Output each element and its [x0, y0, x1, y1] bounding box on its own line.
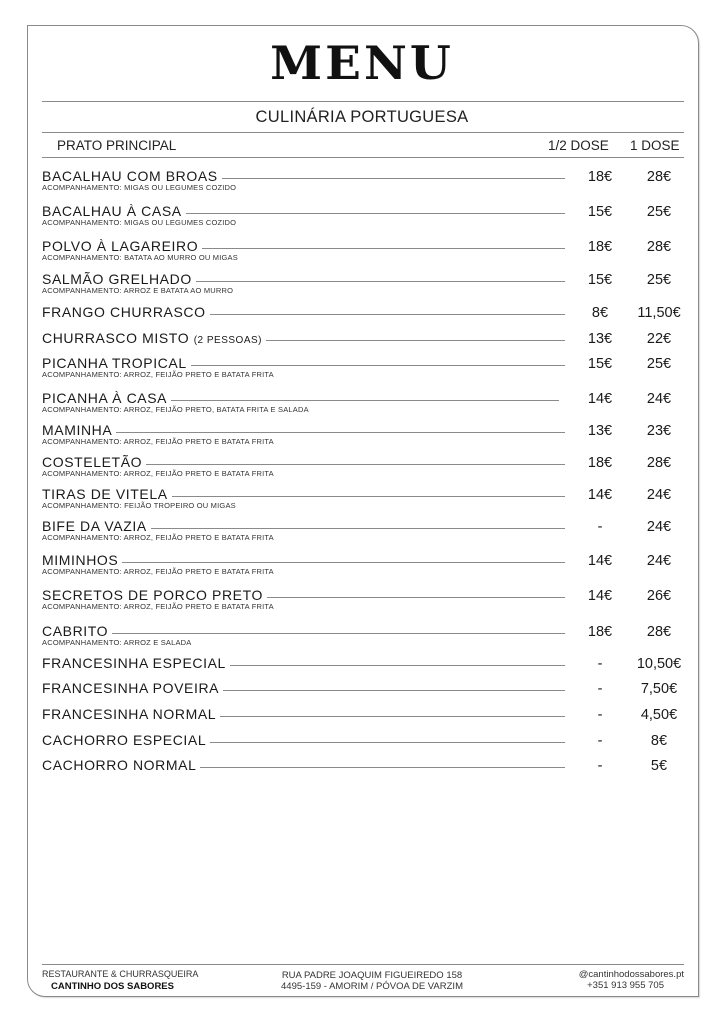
column-half-dose: 1/2 DOSE — [548, 138, 609, 153]
price-half: 18€ — [587, 169, 613, 185]
phone-number: +351 913 955 705 — [587, 980, 664, 991]
item-name: COSTELETÃO — [42, 454, 146, 470]
item-side: ACOMPANHAMENTO: ARROZ, FEIJÃO PRETO, BATATA FRITA E SALADA — [42, 405, 309, 414]
menu-item — [42, 680, 687, 698]
price-full: 4,50€ — [640, 707, 678, 723]
item-side: ACOMPANHAMENTO: FEIJÃO TROPEIRO OU MIGAS — [42, 501, 236, 510]
price-full: 24€ — [646, 519, 672, 535]
price-full: 8€ — [650, 733, 668, 749]
price-half: 15€ — [587, 204, 613, 220]
divider — [42, 101, 684, 102]
price-full: 28€ — [646, 169, 672, 185]
item-side: ACOMPANHAMENTO: ARROZ, FEIJÃO PRETO E BATATA FRITA — [42, 602, 274, 611]
price-full: 24€ — [646, 391, 672, 407]
column-full-dose: 1 DOSE — [630, 138, 680, 153]
item-name: CHURRASCO MISTO (2 PESSOAS) — [42, 330, 266, 349]
price-half: 13€ — [587, 331, 613, 347]
item-name: FRANCESINHA ESPECIAL — [42, 655, 230, 671]
item-name: SECRETOS DE PORCO PRETO — [42, 587, 267, 603]
menu-item — [42, 732, 687, 750]
price-half: - — [597, 519, 603, 535]
price-half: 15€ — [587, 272, 613, 288]
price-half: 8€ — [591, 305, 609, 321]
item-name: TIRAS DE VITELA — [42, 486, 172, 502]
price-full: 28€ — [646, 455, 672, 471]
item-name: PICANHA TROPICAL — [42, 355, 191, 371]
item-name: PICANHA À CASA — [42, 390, 171, 406]
price-full: 24€ — [646, 553, 672, 569]
menu-item — [42, 518, 687, 542]
restaurant-type: RESTAURANTE & CHURRASQUEIRA — [42, 969, 199, 979]
menu-item — [42, 304, 687, 322]
menu-item — [42, 168, 687, 192]
price-full: 10,50€ — [636, 656, 682, 672]
address-line-1: RUA PADRE JOAQUIM FIGUEIREDO 158 — [281, 970, 463, 981]
price-full: 7,50€ — [640, 681, 678, 697]
item-name: FRANCESINHA POVEIRA — [42, 680, 223, 696]
item-name: FRANCESINHA NORMAL — [42, 706, 220, 722]
item-side: ACOMPANHAMENTO: ARROZ E BATATA AO MURRO — [42, 286, 234, 295]
price-full: 11,50€ — [637, 305, 681, 321]
divider — [42, 132, 684, 133]
item-side: ACOMPANHAMENTO: ARROZ E SALADA — [42, 638, 192, 647]
item-note: (2 PESSOAS) — [193, 335, 263, 346]
item-side: ACOMPANHAMENTO: ARROZ, FEIJÃO PRETO E BATATA FRITA — [42, 469, 274, 478]
price-full: 22€ — [646, 331, 672, 347]
menu-item — [42, 422, 687, 446]
item-side: ACOMPANHAMENTO: ARROZ, FEIJÃO PRETO E BATATA FRITA — [42, 567, 274, 576]
address-line-2: 4495-159 - AMORIM / PÓVOA DE VARZIM — [281, 981, 463, 992]
menu-item — [42, 552, 687, 576]
price-half: - — [597, 707, 603, 723]
menu-item — [42, 355, 687, 379]
price-full: 28€ — [646, 239, 672, 255]
price-full: 5€ — [650, 758, 668, 774]
menu-item — [42, 238, 687, 262]
menu-item — [42, 655, 687, 673]
price-full: 26€ — [646, 588, 672, 604]
price-full: 24€ — [646, 487, 672, 503]
item-name: CACHORRO ESPECIAL — [42, 732, 210, 748]
price-half: 14€ — [587, 487, 613, 503]
menu-item — [42, 486, 687, 510]
price-half: 14€ — [587, 553, 613, 569]
price-half: - — [597, 733, 603, 749]
price-full: 25€ — [646, 272, 672, 288]
price-full: 25€ — [646, 204, 672, 220]
menu-item — [42, 623, 687, 647]
item-name: MIMINHOS — [42, 552, 122, 568]
item-name: BACALHAU À CASA — [42, 203, 186, 219]
price-half: 18€ — [587, 455, 613, 471]
menu-item — [42, 706, 687, 724]
price-half: - — [597, 656, 603, 672]
item-side: ACOMPANHAMENTO: ARROZ, FEIJÃO PRETO E BATATA FRITA — [42, 437, 274, 446]
restaurant-name: CANTINHO DOS SABORES — [51, 981, 174, 992]
item-name: CACHORRO NORMAL — [42, 757, 200, 773]
item-name: CABRITO — [42, 623, 112, 639]
footer-contact — [540, 969, 684, 991]
divider — [42, 157, 684, 158]
price-half: 18€ — [587, 239, 613, 255]
menu-item — [42, 390, 687, 414]
price-half: 13€ — [587, 423, 613, 439]
item-name: SALMÃO GRELHADO — [42, 271, 196, 287]
menu-title: MENU — [270, 36, 454, 90]
item-name: POLVO À LAGAREIRO — [42, 238, 202, 254]
item-side: ACOMPANHAMENTO: MIGAS OU LEGUMES COZIDO — [42, 218, 237, 227]
social-handle: @cantinhodossabores.pt — [578, 969, 684, 980]
item-name: BIFE DA VAZIA — [42, 518, 151, 534]
item-side: ACOMPANHAMENTO: MIGAS OU LEGUMES COZIDO — [42, 183, 237, 192]
price-half: 14€ — [587, 391, 613, 407]
item-name: BACALHAU COM BROAS — [42, 168, 222, 184]
menu-item — [42, 454, 687, 478]
price-half: 14€ — [587, 588, 613, 604]
item-side: ACOMPANHAMENTO: BATATA AO MURRO OU MIGAS — [42, 253, 238, 262]
price-half: 18€ — [587, 624, 613, 640]
footer-divider — [42, 964, 684, 965]
menu-item — [42, 587, 687, 611]
menu-item — [42, 757, 687, 775]
item-side: ACOMPANHAMENTO: ARROZ, FEIJÃO PRETO E BATATA FRITA — [42, 370, 274, 379]
price-full: 28€ — [646, 624, 672, 640]
price-half: - — [597, 681, 603, 697]
price-full: 25€ — [646, 356, 672, 372]
price-full: 23€ — [646, 423, 672, 439]
price-half: - — [597, 758, 603, 774]
cuisine-subtitle: CULINÁRIA PORTUGUESA — [255, 108, 469, 126]
menu-item — [42, 203, 687, 227]
price-half: 15€ — [587, 356, 613, 372]
item-side: ACOMPANHAMENTO: ARROZ, FEIJÃO PRETO E BATATA FRITA — [42, 533, 274, 542]
menu-item — [42, 271, 687, 295]
item-name: FRANGO CHURRASCO — [42, 304, 210, 320]
section-heading: PRATO PRINCIPAL — [57, 138, 177, 153]
menu-item — [42, 330, 687, 348]
item-name: MAMINHA — [42, 422, 116, 438]
